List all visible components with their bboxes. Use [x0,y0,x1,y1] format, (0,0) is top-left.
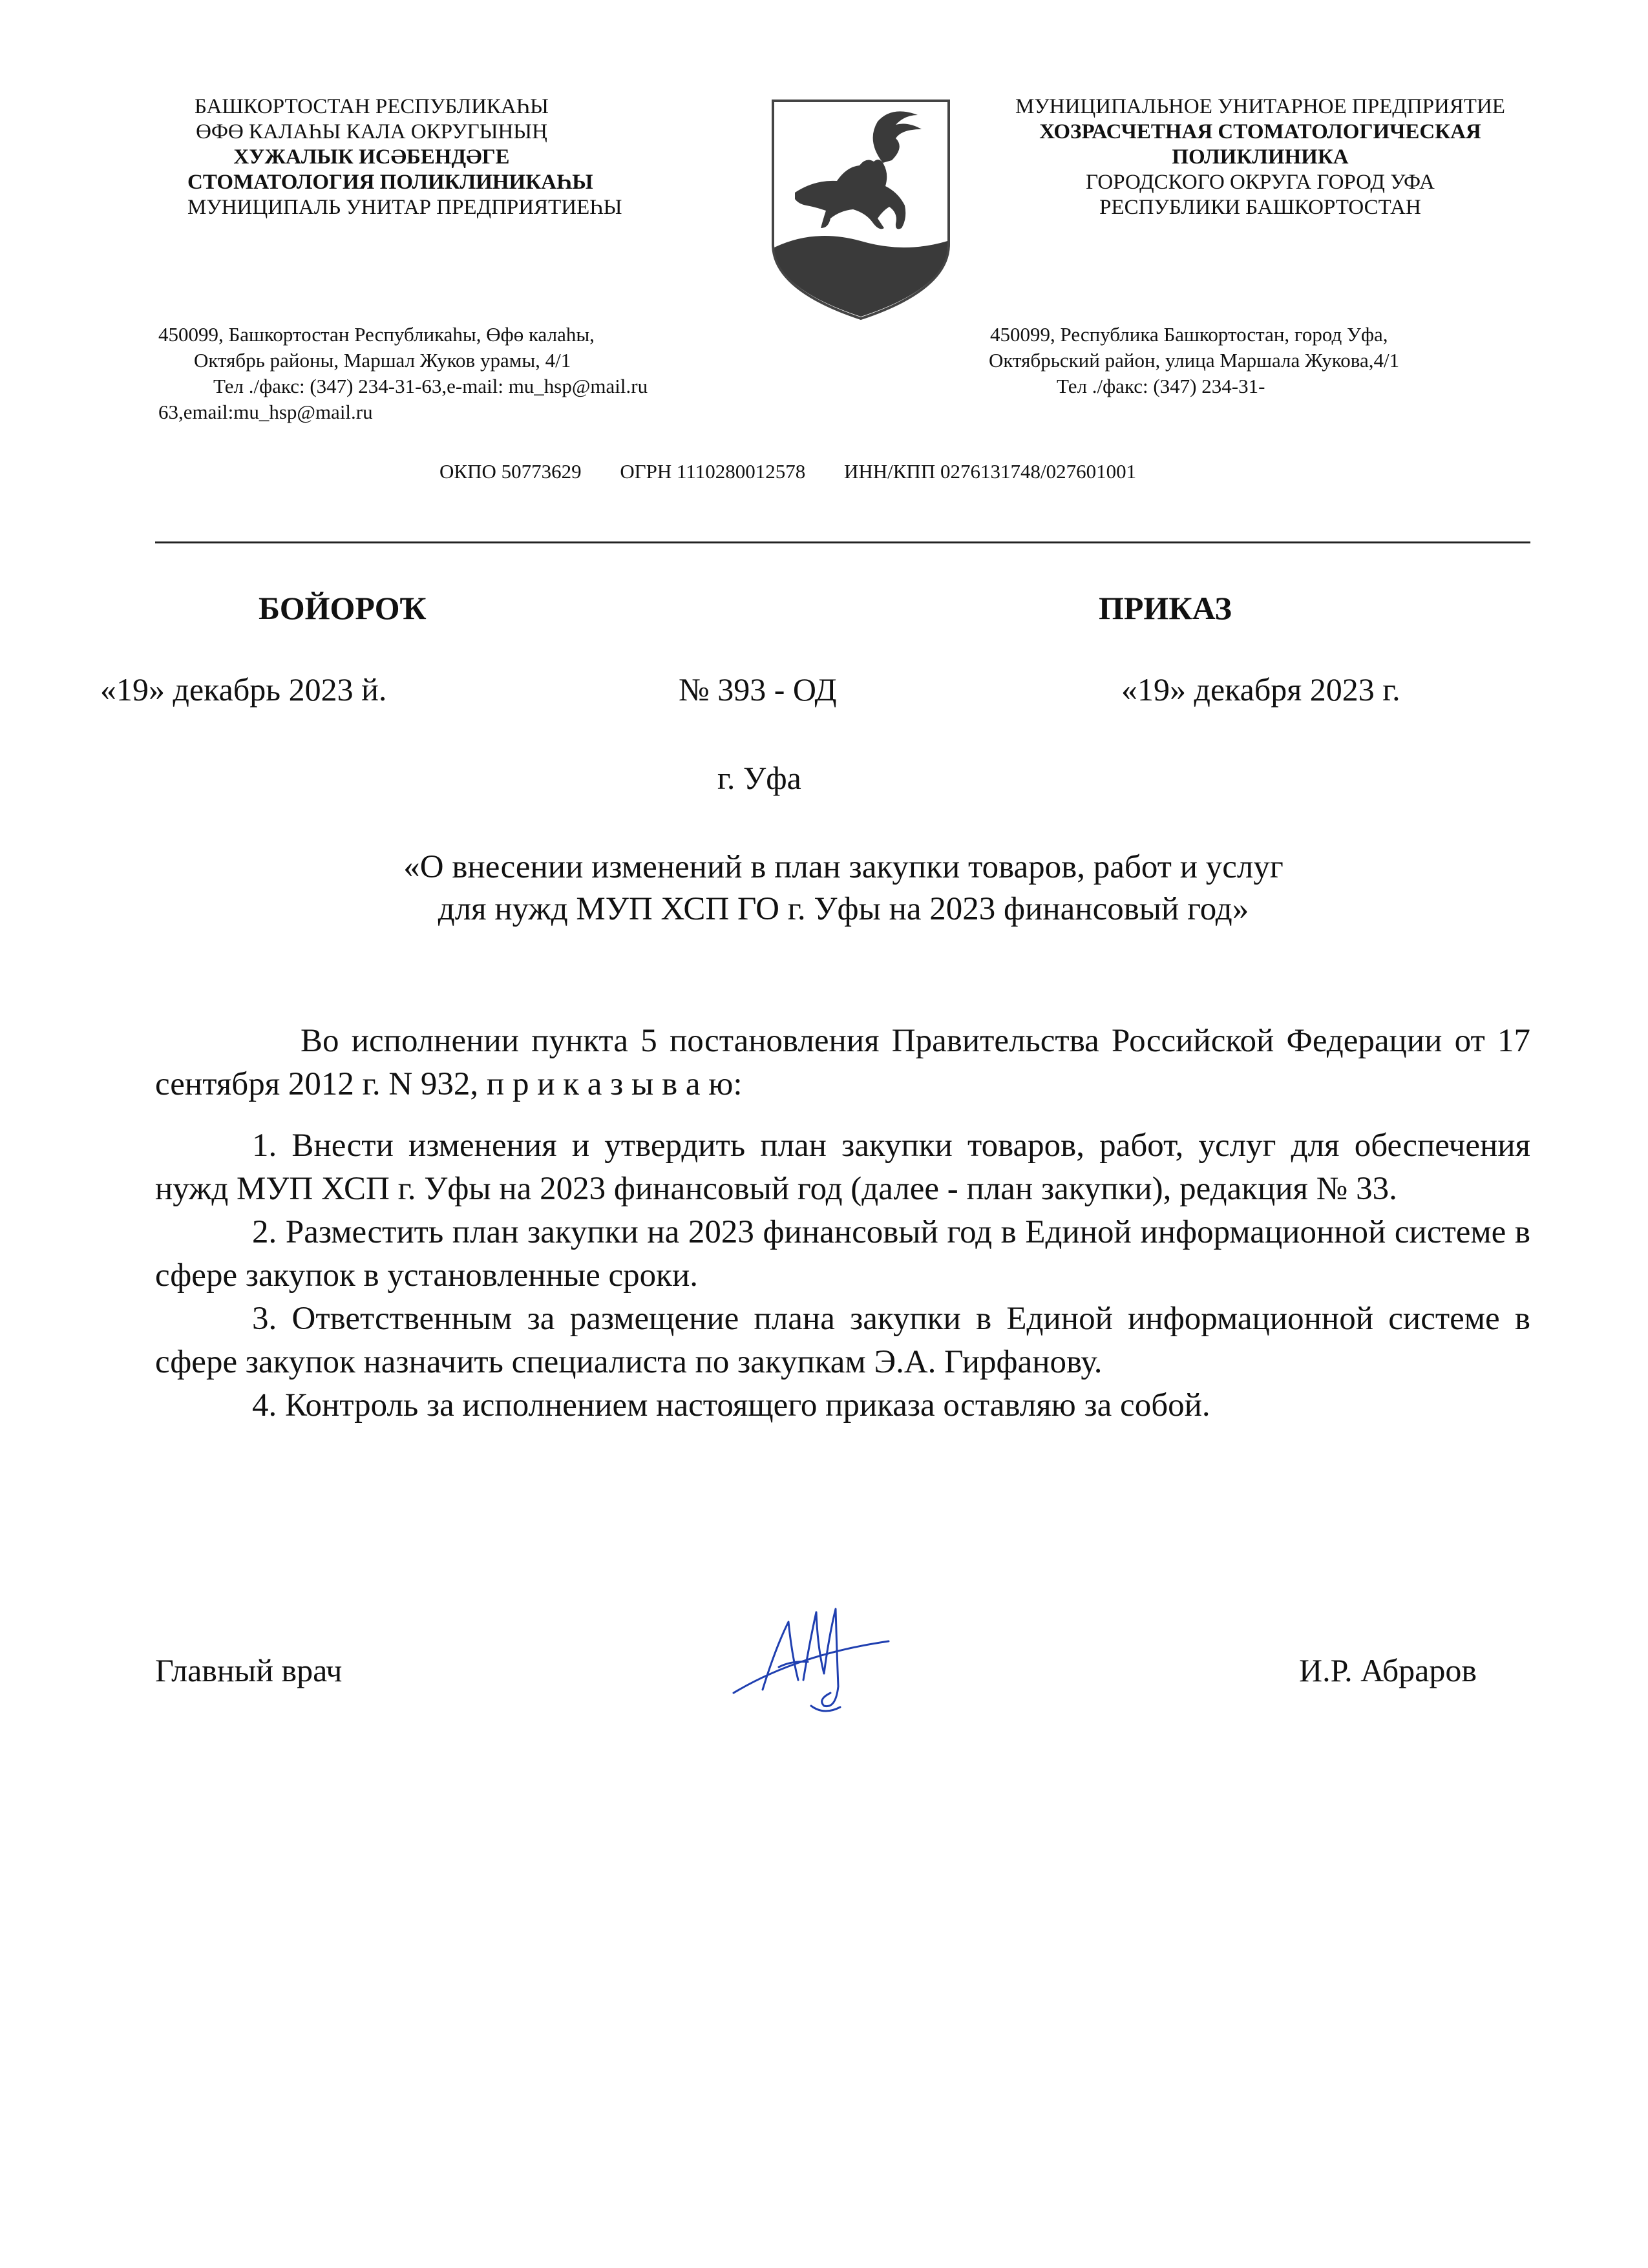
address-right [989,322,1399,399]
emblem-ground [774,236,947,317]
header-left [187,94,622,220]
header-divider [155,541,1530,543]
header-left-line: МУНИЦИПАЛЬ УНИТАР ПРЕДПРИЯТИЕҺЫ [187,196,622,219]
signer-position: Главный врач [155,1652,343,1688]
heading-bashkir: БОЙОРОҠ [259,590,427,626]
signer-name: И.Р. Абраров [1299,1652,1477,1688]
header-right-line: РЕСПУБЛИКИ БАШКОРТОСТАН [1099,196,1421,219]
address-line: Октябрь районы, Маршал Жуков урамы, 4/1 [194,349,571,372]
order-item: 3. Ответственным за размещение плана закупки в Единой информационной системе в сфере закупок назначить специалиста по закупкам Э.А. Гирфанову. [155,1301,1530,1380]
city: г. Уфа [717,760,801,796]
coat-of-arms-emblem [769,96,953,322]
address-line: Тел ./факс: (347) 234-31-63,e-mail: mu_hsp@mail.ru [213,375,648,397]
address-line: Тел ./факс: (347) 234-31- [1057,375,1265,397]
header-right-line: ПОЛИКЛИНИКА [1172,145,1349,169]
date-bashkir: «19» декабрь 2023 й. [100,671,387,708]
order-number: № 393 - ОД [679,671,837,708]
header-right [995,94,1525,220]
registration-codes [439,460,1136,483]
header-right-line: МУНИЦИПАЛЬНОЕ УНИТАРНОЕ ПРЕДПРИЯТИЕ [1015,95,1505,118]
okpo-code: ОКПО 50773629 [439,460,582,483]
header-left-line: БАШКОРТОСТАН РЕСПУБЛИКАҺЫ [195,95,549,118]
header-left-line: ӨФӨ КАЛАҺЫ КАЛА ОКРУГЫНЫҢ [196,120,547,143]
order-title-line: для нужд МУП ХСП ГО г. Уфы на 2023 финансовый год» [438,891,1249,927]
handwritten-signature [727,1596,895,1719]
header-right-line: ГОРОДСКОГО ОКРУГА ГОРОД УФА [1086,171,1435,194]
order-item: 4. Контроль за исполнением настоящего приказа оставляю за собой. [252,1387,1210,1423]
order-item: 1. Внести изменения и утвердить план закупки товаров, работ, услуг для обеспечения нужд МУП ХСП г. Уфы на 2023 финансовый год (далее - план закупки), редакция № 33. [155,1128,1530,1207]
ogrn-code: ОГРН 1110280012578 [620,460,806,483]
order-title [155,846,1532,930]
header-left-line: СТОМАТОЛОГИЯ ПОЛИКЛИНИКАҺЫ [187,171,593,194]
address-line: 450099, Республика Башкортостан, город Уфа, [990,323,1388,346]
address-line: 450099, Башкортостан Республикаһы, Өфө калаһы, [158,323,595,346]
inn-kpp-code: ИНН/КПП 0276131748/027601001 [843,460,1137,483]
order-item: 2. Разместить план закупки на 2023 финансовый год в Единой информационной системе в сфере закупок в установленные сроки. [155,1214,1530,1294]
address-line: Октябрьский район, улица Маршала Жукова,4/1 [989,349,1400,372]
heading-russian: ПРИКАЗ [1099,590,1232,626]
header-left-line: ХУЖАЛЫК ИСӘБЕНДӘГЕ [233,145,510,169]
date-russian: «19» декабря 2023 г. [1121,671,1400,708]
preamble: Во исполнении пункта 5 постановления Правительства Российской Федерации от 17 сентября 2012 г. N 932, п р и к а з ы в а ю: [155,1023,1530,1102]
address-line: 63,email:mu_hsp@mail.ru [158,401,373,423]
order-body [155,1020,1530,1427]
order-title-line: «О внесении изменений в план закупки товаров, работ и услуг [403,849,1284,885]
address-left [158,322,648,425]
header-right-line: ХОЗРАСЧЕТНАЯ СТОМАТОЛОГИЧЕСКАЯ [1039,120,1481,143]
